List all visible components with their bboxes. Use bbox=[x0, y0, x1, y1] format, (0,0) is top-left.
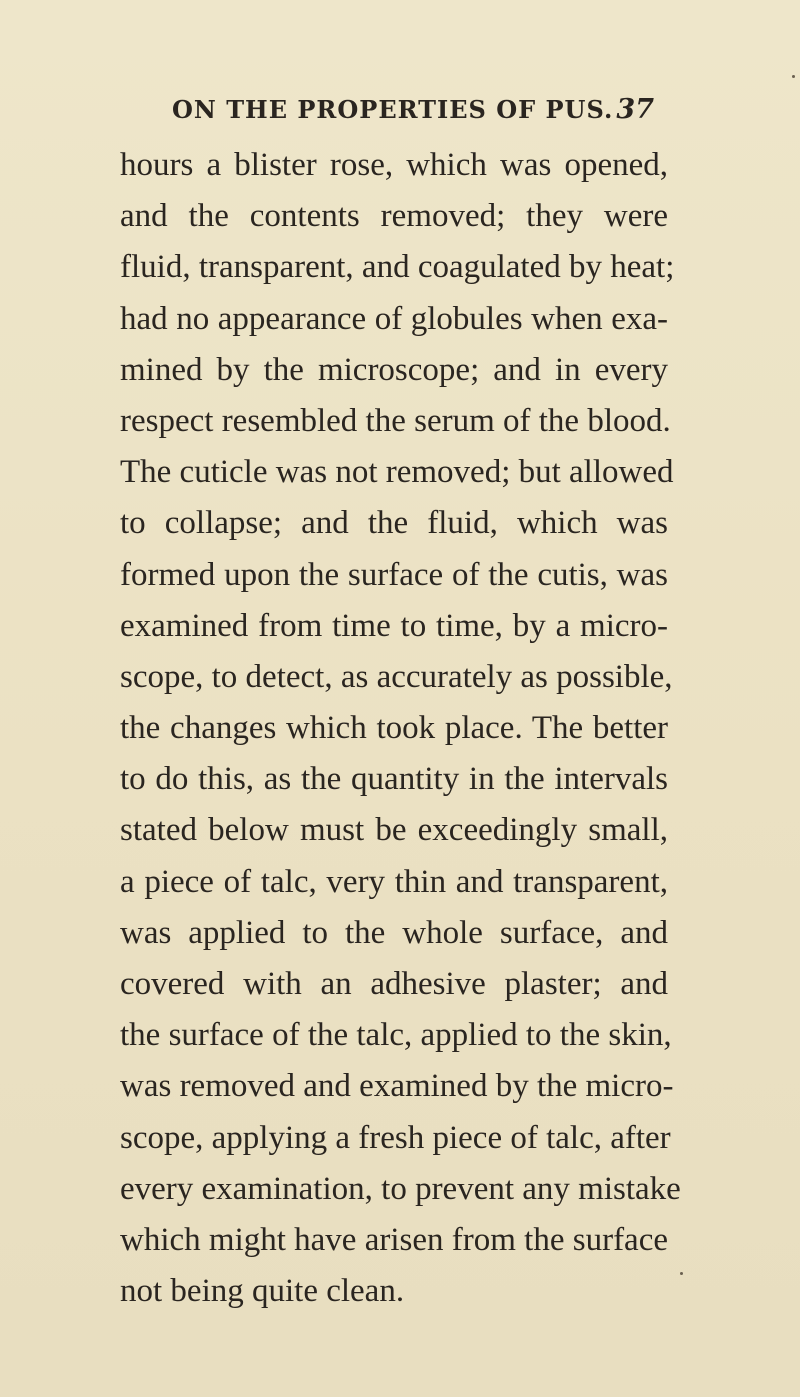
text-line: was applied to the whole surface, and bbox=[120, 914, 668, 951]
text-line: to collapse; and the fluid, which was bbox=[120, 505, 668, 542]
text-line: formed upon the surface of the cutis, was bbox=[120, 556, 668, 593]
text-line: scope, to detect, as accurately as possible, bbox=[120, 658, 673, 695]
text-line: the surface of the talc, applied to the skin, bbox=[120, 1017, 672, 1054]
text-line: stated below must be exceedingly small, bbox=[120, 812, 668, 849]
text-line: hours a blister rose, which was opened, bbox=[120, 147, 668, 183]
paper-speck bbox=[792, 75, 795, 78]
text-line: covered with an adhesive plaster; and bbox=[120, 966, 668, 1002]
text-line: the changes which took place. The better bbox=[120, 710, 668, 747]
text-line: was removed and examined by the micro- bbox=[120, 1068, 674, 1105]
text-line: fluid, transparent, and coagulated by heat; bbox=[120, 249, 675, 286]
text-line: scope, applying a fresh piece of talc, after bbox=[120, 1119, 671, 1156]
running-title: ON THE PROPERTIES OF PUS. bbox=[172, 95, 614, 124]
text-line: The cuticle was not removed; but allowed bbox=[120, 454, 674, 491]
text-line: examined from time to time, by a micro- bbox=[120, 607, 668, 644]
page-number: 37 bbox=[616, 94, 654, 125]
text-line: had no appearance of globules when exa- bbox=[120, 300, 668, 337]
text-line: mined by the microscope; and in every bbox=[120, 351, 668, 388]
text-line: a piece of talc, very thin and transparent, bbox=[120, 863, 668, 900]
paper-speck bbox=[680, 1272, 683, 1275]
body-paragraph bbox=[120, 140, 681, 1317]
text-line: and the contents removed; they were bbox=[120, 198, 668, 235]
text-line: respect resembled the serum of the blood. bbox=[120, 402, 671, 439]
text-line: not being quite clean. bbox=[120, 1273, 405, 1310]
text-line: every examination, to prevent any mistake bbox=[120, 1170, 681, 1207]
running-head bbox=[172, 90, 654, 130]
text-line: to do this, as the quantity in the intervals bbox=[120, 761, 668, 798]
text-line: which might have arisen from the surface bbox=[120, 1221, 668, 1258]
